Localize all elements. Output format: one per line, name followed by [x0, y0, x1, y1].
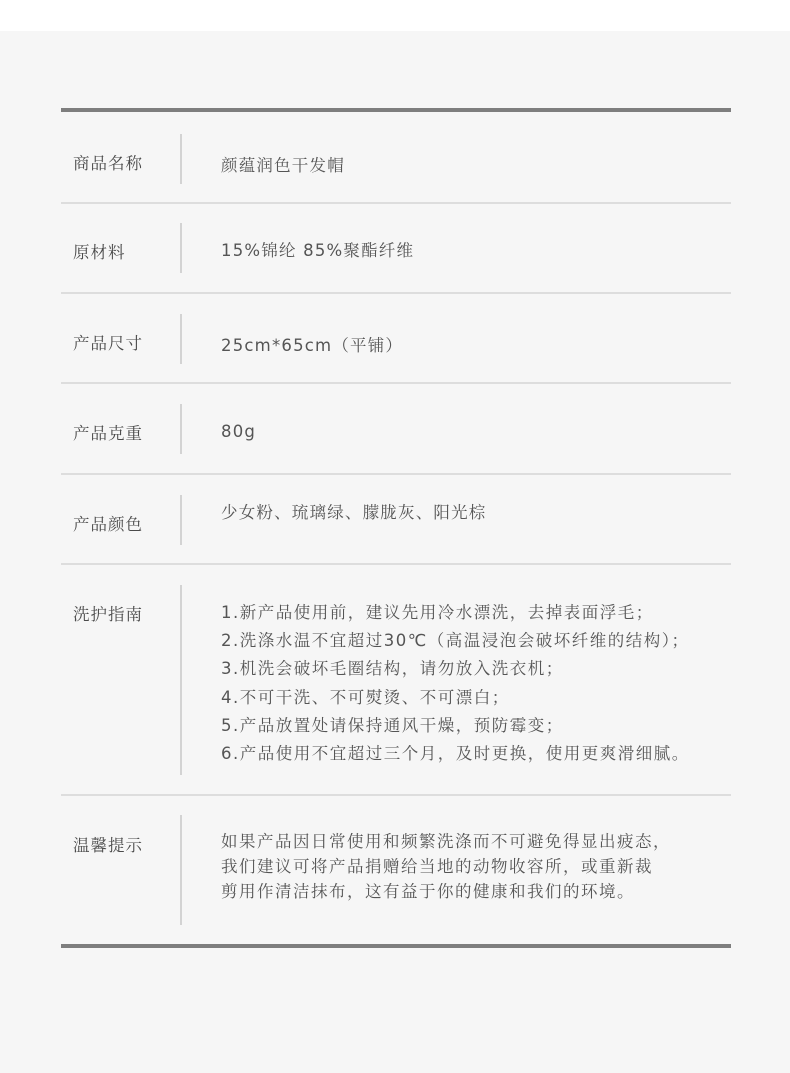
row-label: 原材料	[73, 243, 126, 262]
spec-row-weight	[61, 384, 731, 475]
row-label: 洗护指南	[73, 605, 143, 624]
spec-row-product-name	[61, 112, 731, 204]
care-instruction: 2.洗涤水温不宜超过30℃（高温浸泡会破坏纤维的结构）；	[221, 631, 690, 651]
tips-line: 如果产品因日常使用和频繁洗涤而不可避免得显出疲态，	[221, 832, 671, 851]
care-instruction: 4.不可干洗、不可熨烫、不可漂白；	[221, 687, 510, 707]
spec-row-size	[61, 294, 731, 384]
row-value: 少女粉、琉璃绿、朦胧灰、阳光棕	[221, 503, 487, 522]
product-spec-table	[61, 108, 731, 948]
column-divider	[180, 815, 182, 925]
care-instruction: 1.新产品使用前，建议先用冷水漂洗，去掉表面浮毛；	[221, 603, 654, 622]
row-label: 产品尺寸	[73, 334, 143, 353]
tips-paragraph	[221, 829, 671, 904]
column-divider	[180, 495, 182, 545]
care-instruction: 6.产品使用不宜超过三个月，及时更换，使用更爽滑细腻。	[221, 744, 690, 764]
tips-line: 剪用作清洁抹布，这有益于你的健康和我们的环境。	[221, 882, 635, 901]
care-instruction: 5.产品放置处请保持通风干燥，预防霉变；	[221, 715, 564, 735]
column-divider	[180, 134, 182, 184]
spec-row-tips	[61, 796, 731, 944]
column-divider	[180, 585, 182, 775]
row-label: 产品克重	[73, 424, 143, 443]
tips-line: 我们建议可将产品捐赠给当地的动物收容所，或重新裁	[221, 857, 653, 876]
spec-row-colors	[61, 475, 731, 565]
column-divider	[180, 314, 182, 364]
row-value: 80g	[221, 422, 257, 441]
spec-row-care-guide	[61, 565, 731, 796]
row-value: 颜蕴润色干发帽	[221, 156, 345, 175]
spec-row-material	[61, 204, 731, 294]
table-bottom-rule	[61, 944, 731, 948]
care-instructions-list	[221, 599, 690, 768]
column-divider	[180, 223, 182, 273]
row-label: 产品颜色	[73, 515, 143, 534]
column-divider	[180, 404, 182, 454]
row-label: 商品名称	[73, 154, 143, 173]
row-value: 25cm*65cm（平铺）	[221, 336, 404, 355]
care-instruction: 3.机洗会破坏毛圈结构，请勿放入洗衣机；	[221, 659, 564, 679]
row-value: 15%锦纶 85%聚酯纤维	[221, 241, 415, 260]
row-label: 温馨提示	[73, 836, 143, 855]
